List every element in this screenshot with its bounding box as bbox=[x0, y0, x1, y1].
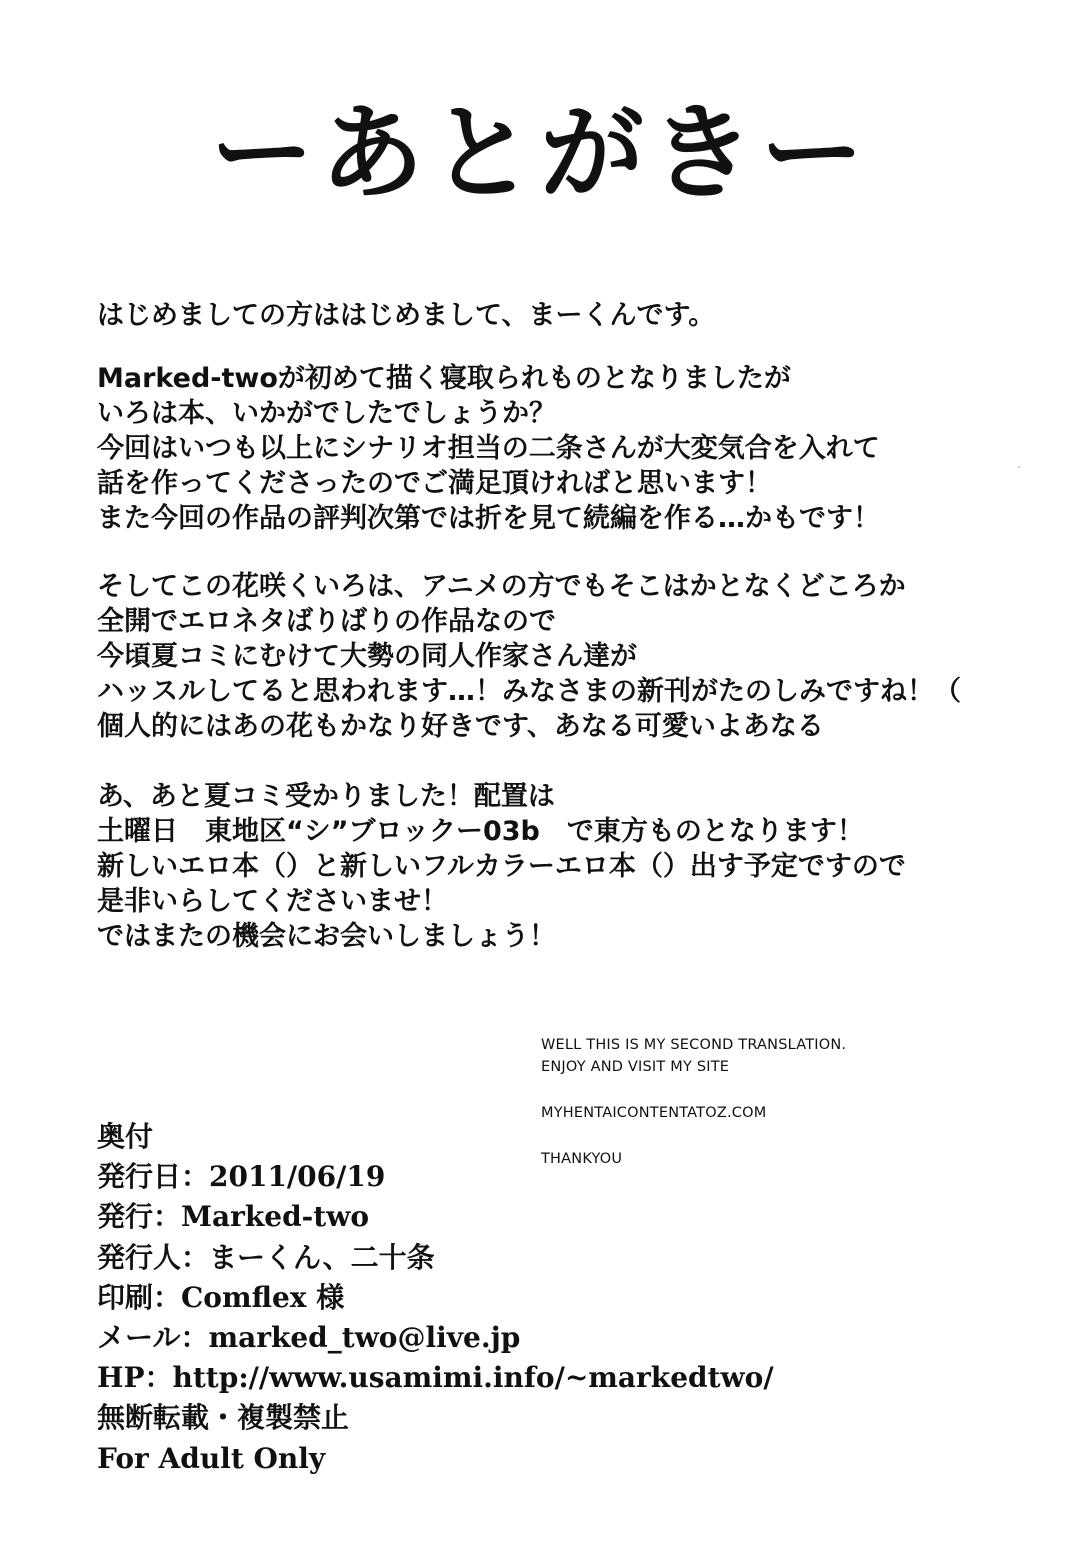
colophon-homepage: HP：http://www.usamimi.info/~markedtwo/ bbox=[97, 1361, 774, 1395]
paragraph-line: ハッスルしてると思われます…！みなさまの新刊がたのしみですね！（ bbox=[97, 676, 961, 707]
paragraph-line: 話を作ってくださったのでご満足頂ければと思います！ bbox=[97, 468, 772, 499]
colophon bbox=[97, 1117, 774, 1479]
paragraph-greeting bbox=[97, 298, 997, 333]
paragraph-line: 個人的にはあの花もかなり好きです、あなる可愛いよあなる bbox=[97, 711, 824, 742]
colophon-publish-date: 発行日：2011/06/19 bbox=[97, 1160, 386, 1194]
paragraph-line: はじめましての方ははじめまして、まーくんです。 bbox=[97, 300, 716, 331]
colophon-printer: 印刷：Comflex 様 bbox=[97, 1280, 345, 1314]
spacer bbox=[541, 1078, 961, 1102]
paragraph-line: あ、あと夏コミ受かりました！配置は bbox=[97, 781, 555, 812]
colophon-publisher: 発行：Marked-two bbox=[97, 1200, 370, 1234]
paragraph-line: ではまたの機会にお会いしましょう！ bbox=[97, 921, 556, 952]
page-title: ーあとがきー bbox=[209, 92, 870, 214]
paragraph-line: 今回はいつも以上にシナリオ担当の二条さんが大変気合を入れて bbox=[97, 433, 880, 464]
scan-speck bbox=[1018, 466, 1020, 468]
paragraph-line: Marked-twoが初めて描く寝取られものとなりましたが bbox=[97, 363, 791, 394]
paragraph-line: 全開でエロネタばりばりの作品なので bbox=[97, 606, 556, 637]
translator-note-line: WELL THIS IS MY SECOND TRANSLATION. bbox=[541, 1037, 847, 1053]
paragraph-line: 新しいエロ本（）と新しいフルカラーエロ本（）出す予定ですので bbox=[97, 851, 906, 882]
translator-thanks: THANKYOU bbox=[541, 1151, 623, 1167]
translator-note-line: ENJOY AND VISIT MY SITE bbox=[541, 1059, 730, 1075]
paragraph-event-info bbox=[97, 779, 997, 954]
paragraph-line: 是非いらしてくださいませ！ bbox=[97, 886, 448, 917]
paragraph-line: そしてこの花咲くいろは、アニメの方でもそこはかとなくどころか bbox=[97, 571, 906, 602]
colophon-heading: 奥付 bbox=[97, 1120, 154, 1153]
paragraph-line: また今回の作品の評判次第では折を見て続編を作る…かもです！ bbox=[97, 503, 880, 534]
colophon-copy-notice: 無断転載・複製禁止 bbox=[97, 1401, 350, 1435]
paragraph-line: いろは本、いかがでしたでしょうか？ bbox=[97, 398, 556, 429]
paragraph-line: 今頃夏コミにむけて大勢の同人作家さん達が bbox=[97, 641, 637, 672]
colophon-authors: 発行人：まーくん、二十条 bbox=[97, 1240, 435, 1274]
paragraph-about-anime bbox=[97, 569, 997, 744]
paragraph-about-book bbox=[97, 361, 997, 536]
paragraph-line: 土曜日 東地区“シ”ブロックー03b で東方ものとなります！ bbox=[97, 816, 864, 847]
colophon-rating: For Adult Only bbox=[97, 1441, 326, 1475]
translator-site-text: MYHENTAICONTENTATOZ.COM bbox=[541, 1105, 767, 1121]
colophon-email: メール：marked_two@live.jp bbox=[97, 1320, 521, 1354]
